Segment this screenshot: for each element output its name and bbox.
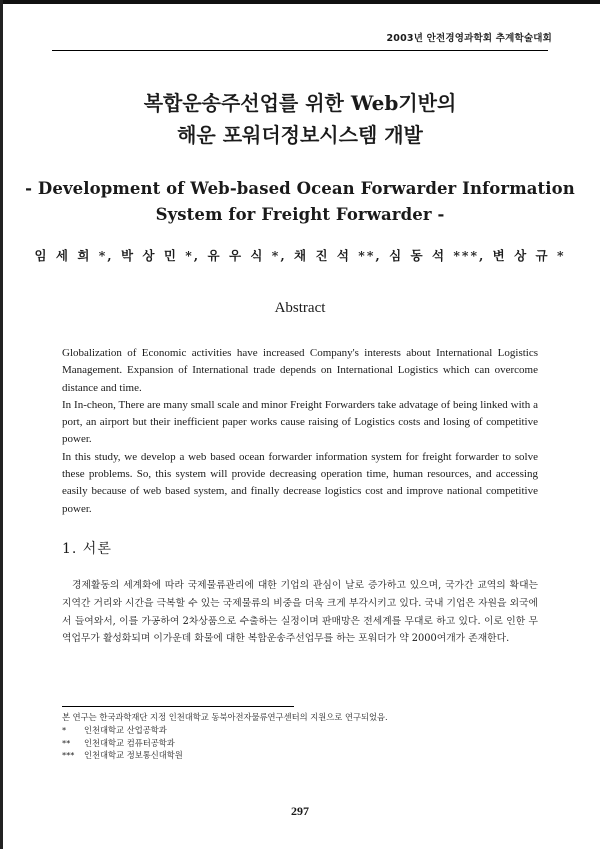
korean-title-line-2: 해운 포워더정보시스템 개발 xyxy=(177,123,423,147)
abstract-paragraph-2: In In-cheon, There are many small scale and minor Freight Forwarders take advatage of being linked with a port, an airport but their inefficient paper works cause raising of Logistics costs and losing of competitive power. xyxy=(62,398,538,446)
footnote-mark: * xyxy=(62,724,67,735)
footnote-mark: *** xyxy=(62,750,75,761)
footnote-affiliation-3 xyxy=(62,749,532,762)
header-rule xyxy=(52,50,548,51)
footnote-text: 인천대학교 정보통신대학원 xyxy=(84,750,183,761)
abstract-body xyxy=(62,345,538,518)
running-head: 2003년 안전경영과학회 추계학술대회 xyxy=(386,33,552,44)
korean-title-line-1: 복합운송주선업를 위한 Web기반의 xyxy=(143,91,457,115)
footnote-text: 인천대학교 컴퓨터공학과 xyxy=(84,737,175,748)
abstract-paragraph-3: In this study, we develop a web based ocean forwarder information system for freight forwarder to solve these problems. So, this system will provide decreasing operation time, human resources, and accessing easily because of web based system, and finally decrease logistics cost and improve national competitive power. xyxy=(62,450,538,515)
abstract-paragraph-1: Globalization of Economic activities have increased Company's interests about International Logistics Management. Expansion of International trade depends on International Logistics which can overcome distance and time. xyxy=(62,347,538,394)
footnote-text: 인천대학교 산업공학과 xyxy=(84,724,167,735)
section-1-paragraph: 경제활동의 세계화에 따라 국제물류관리에 대한 기업의 관심이 날로 증가하고 있으며, 국가간 교역의 확대는 지역간 거리와 시간을 극복할 수 있는 국제물류의 비중을 더욱 크게 부각시키고 있다. 국내 기업은 자원을 외국에서 들여와서, 이를 가공하여 2차상품으로 수출하는 실정이며 판매망은 전세계를 무대로 하고 있다. 이로 인한 무역업무가 활성화되며 이가운데 화물에 대한 복합운송주선업무를 하는 포워더가 약 2000여개가 존재한다. xyxy=(62,580,538,645)
footnote-text: 본 연구는 한국과학재단 지정 인천대학교 동북아전자물류연구센터의 지원으로 연구되었음. xyxy=(62,712,388,722)
footnote-mark: ** xyxy=(62,737,71,748)
page-number: 297 xyxy=(291,804,309,818)
footnote-affiliation-1 xyxy=(62,724,532,737)
section-1-heading: 1. 서론 xyxy=(62,541,112,557)
english-title-line-1: - Development of Web-based Ocean Forwarder Information xyxy=(25,179,575,198)
author-list: 임 세 희 *, 박 상 민 *, 유 우 식 *, 채 진 석 **, 심 동 석 ***, 변 상 규 * xyxy=(34,248,566,263)
footnotes xyxy=(62,711,532,762)
english-title-line-2: System for Freight Forwarder - xyxy=(155,205,445,224)
scan-edge-top xyxy=(0,0,600,4)
footnote-rule xyxy=(62,706,294,707)
footnote-affiliation-2 xyxy=(62,737,532,750)
abstract-heading: Abstract xyxy=(274,300,326,316)
footnote-funding xyxy=(62,711,532,724)
